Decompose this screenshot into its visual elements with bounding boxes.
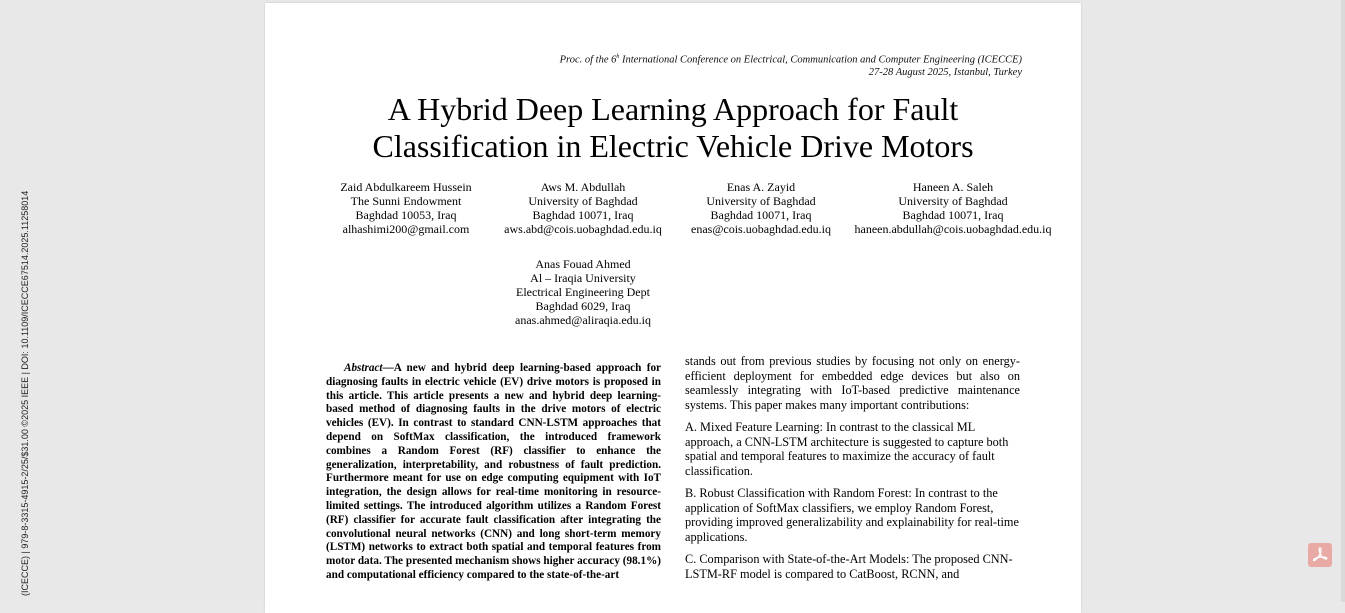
acrobat-pdf-icon[interactable] — [1308, 543, 1332, 567]
conference-line-2: 27-28 August 2025, Istanbul, Turkey — [868, 67, 1022, 78]
right-column — [685, 354, 1020, 589]
author-2: Aws M. Abdullah University of Baghdad Baghdad 10071, Iraq aws.abd@cois.uobaghdad.edu.iq — [504, 180, 662, 236]
paper-title: A Hybrid Deep Learning Approach for Fault Classification in Electric Vehicle Drive Motors — [372, 91, 974, 164]
conference-line-1: Proc. of the 6$^h$ International Conference on Electrical, Communication and Computer Engineering (ICECCE) — [559, 54, 1022, 66]
contribution-c: C. Comparison with State-of-the-Art Models: The proposed CNN-LSTM-RF model is compared to CatBoost, RCNN, and — [685, 552, 1013, 581]
conference-header — [560, 51, 1022, 80]
author-5: Anas Fouad Ahmed Al – Iraqia University Electrical Engineering Dept Baghdad 6029, Iraq anas.ahmed@aliraqia.edu.iq — [515, 257, 651, 327]
pdf-page — [265, 3, 1081, 613]
doi-side-strip: (ICECCE) | 979-8-3315-4915-2/25/$31.00 ©2025 IEEE | DOI: 10.1109/ICECCE67514.2025.11258014 — [20, 190, 30, 596]
abstract-lead: Abstract — [344, 362, 383, 374]
right-intro-paragraph: stands out from previous studies by focusing not only on energy-efficient deployment for embedded edge devices but also on seamlessly integrating with IoT-based predictive maintenance systems. This paper makes many important contributions: — [685, 354, 1020, 412]
contribution-a: A. Mixed Feature Learning: In contrast to the classical ML approach, a CNN-LSTM architecture is suggested to capture both spatial and temporal features to maximize the accuracy of fault classification. — [685, 420, 1009, 478]
abstract-body: —A new and hybrid deep learning-based approach for diagnosing faults in electric vehicle (EV) drive motors is proposed in this article. This article presents a new and hybrid deep learning-based method of diagnosing faults in the drive motors of electric vehicles (EV). In contrast to standard CNN-LSTM approaches that depend on SoftMax classification, the introduced framework combines a Random Forest (RF) classifier to enhance the generalization, interpretability, and robustness of fault prediction. Furthermore meant for use on edge computing equipment with IoT integration, the design allows for real-time monitoring in resource-limited settings. The introduced algorithm utilizes a Random Forest (RF) classifier for accurate fault classification after integrating the convolutional neural networks (CNN) and long short-term memory (LSTM) networks to extract both spatial and temporal features from motor data. The presented mechanism shows higher accuracy (98.1%) and computational efficiency compared to the state-of-the-art — [326, 362, 661, 581]
author-1: Zaid Abdulkareem Hussein The Sunni Endowment Baghdad 10053, Iraq alhashimi200@gmail.com — [340, 180, 472, 236]
viewer-scroll-edge — [1341, 0, 1345, 602]
author-4: Haneen A. Saleh University of Baghdad Baghdad 10071, Iraq haneen.abdullah@cois.uobaghdad.edu.iq — [854, 180, 1052, 236]
contribution-b: B. Robust Classification with Random Forest: In contrast to the application of SoftMax classifiers, we employ Random Forest, providing improved generalizability and explainability for real-time applications. — [685, 486, 1019, 544]
abstract — [326, 362, 661, 583]
author-3: Enas A. Zayid University of Baghdad Baghdad 10071, Iraq enas@cois.uobaghdad.edu.iq — [690, 180, 832, 236]
